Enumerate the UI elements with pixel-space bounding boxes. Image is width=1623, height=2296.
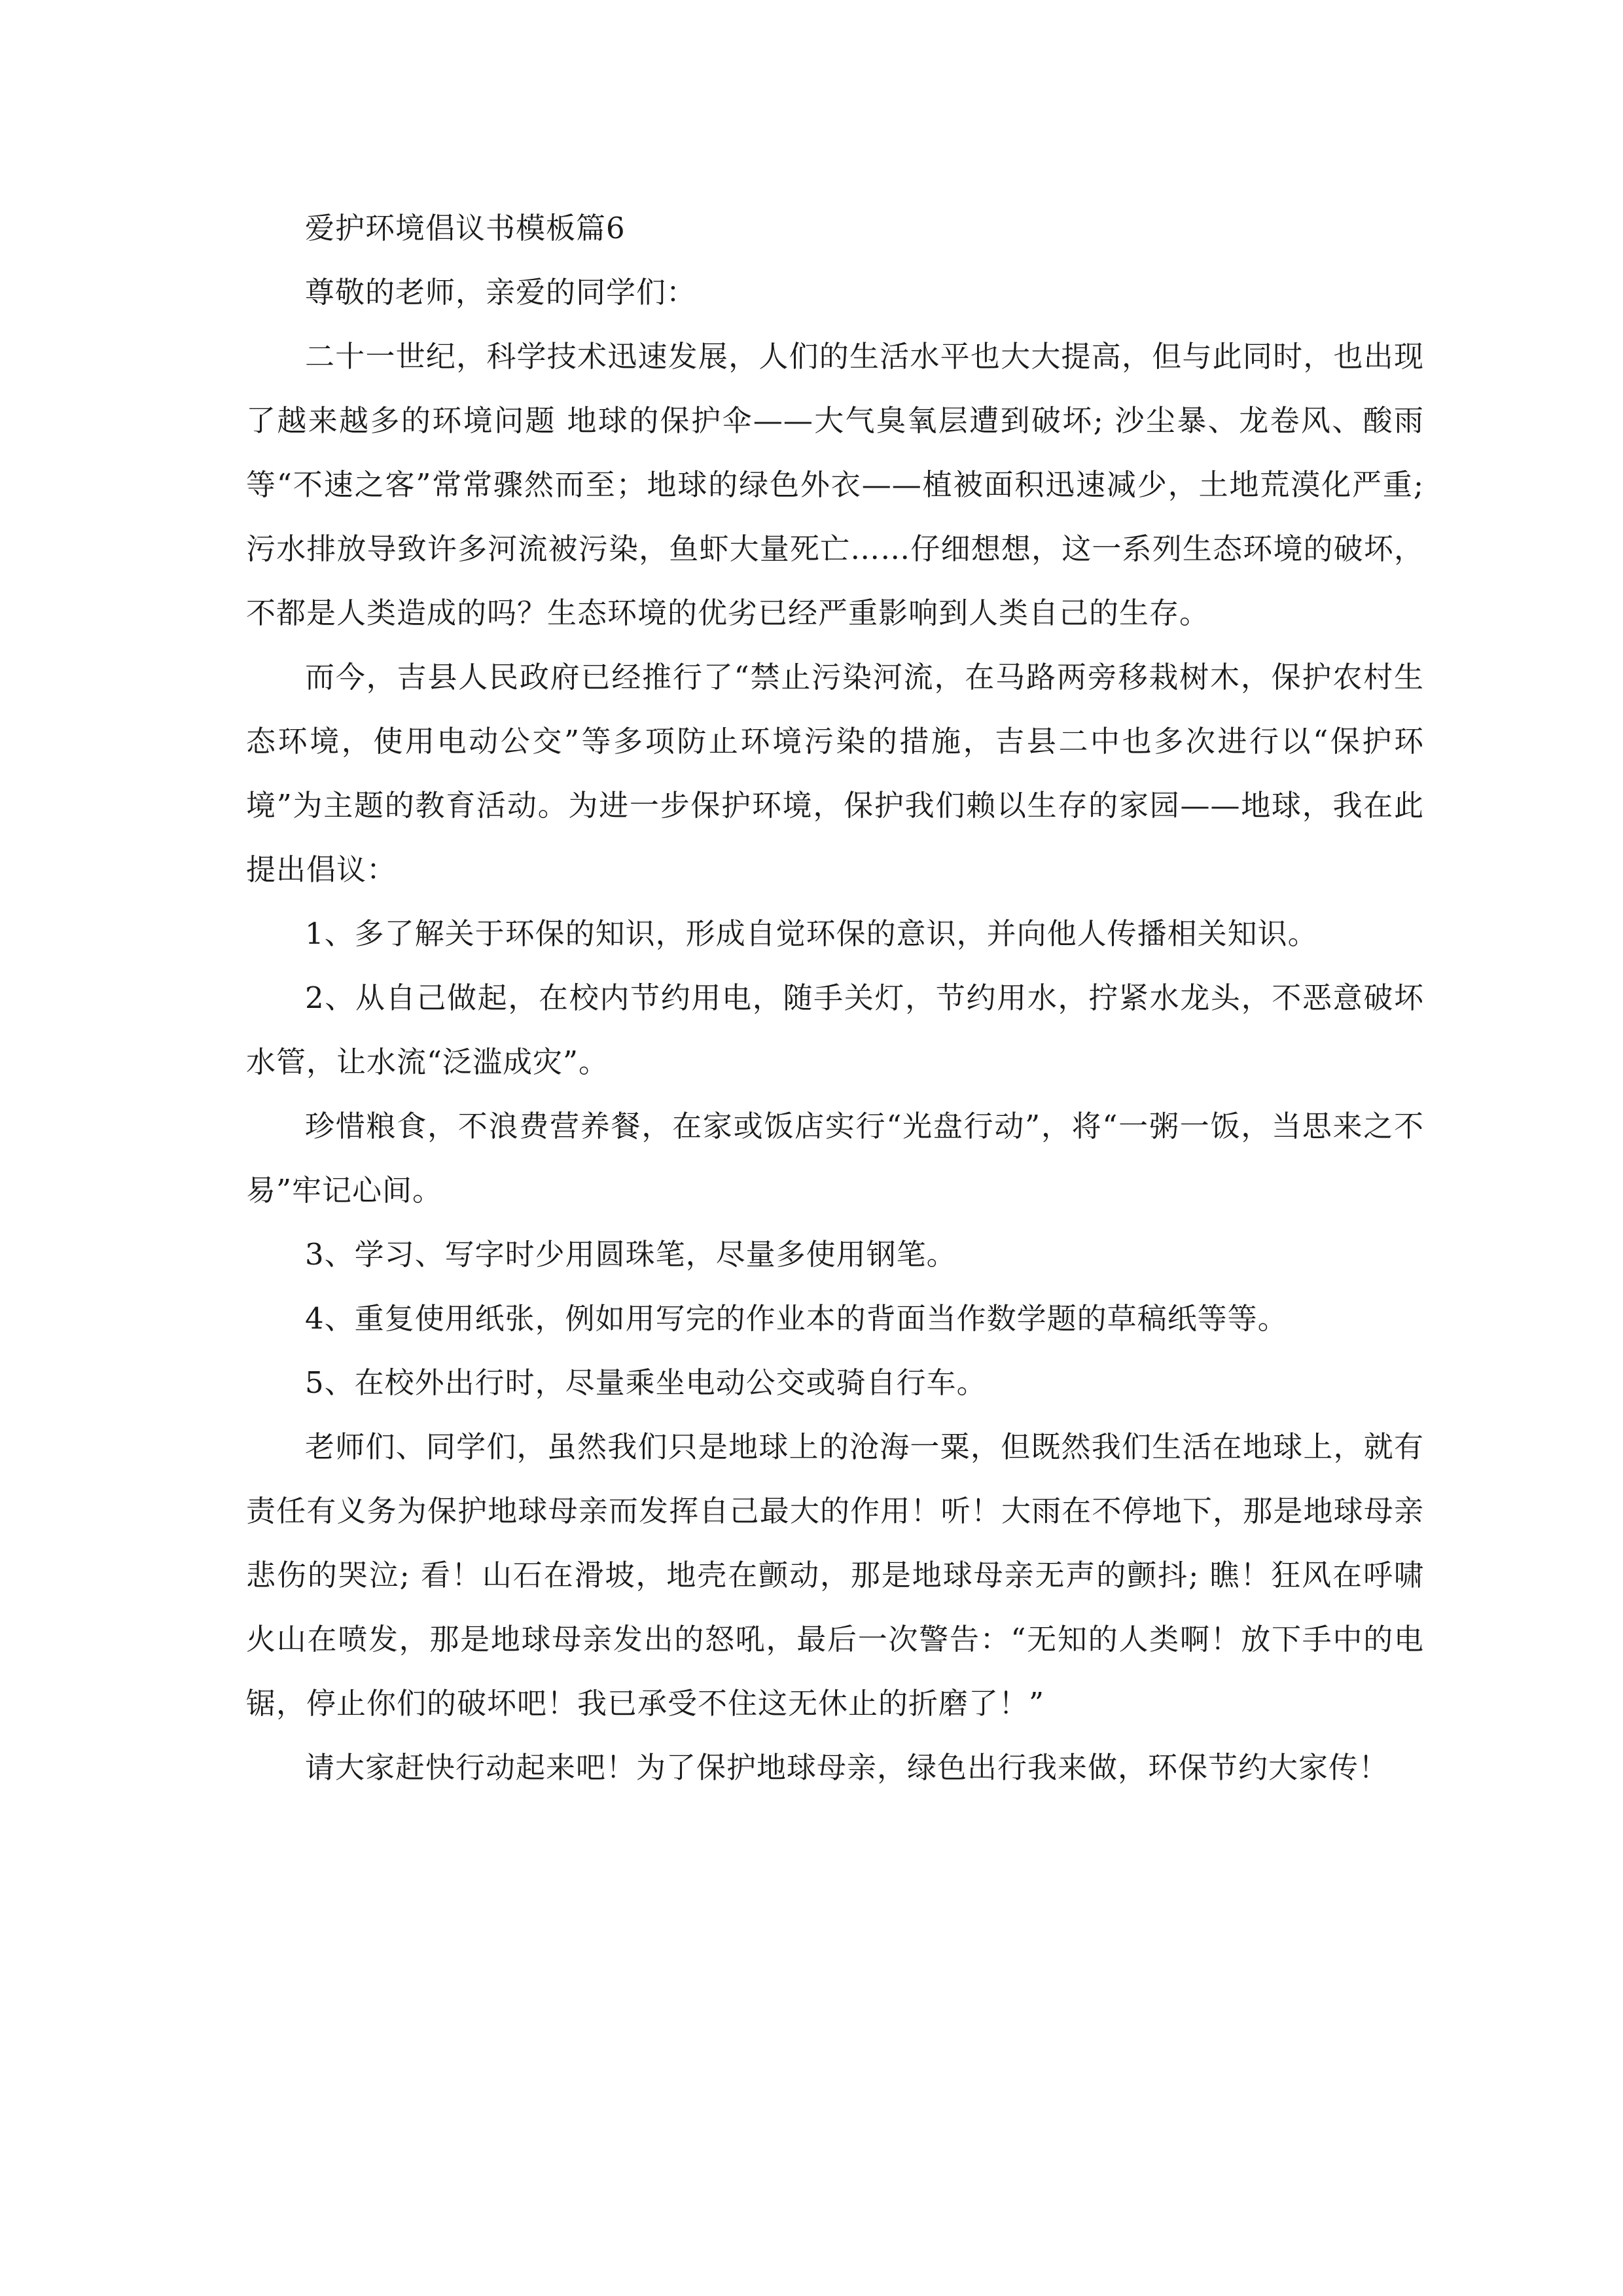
proposal-food: 珍惜粮食，不浪费营养餐，在家或饭店实行“光盘行动”，将“一粥一饭，当思来之不易”牢记心间。 [246,1109,1424,1208]
paragraph-closing: 请大家赶快行动起来吧！为了保护地球母亲，绿色出行我来做，环保节约大家传！ [305,1750,1389,1785]
proposal-item-5: 5、在校外出行时，尽量乘坐电动公交或骑自行车。 [305,1365,987,1400]
proposal-item-2: 2、从自己做起，在校内节约用电，随手关灯，节约用水，拧紧水龙头，不恶意破坏水管，让水流“泛滥成灾”。 [246,980,1424,1079]
proposal-item-1: 1、多了解关于环保的知识，形成自觉环保的意识，并向他人传播相关知识。 [305,916,1318,951]
document-title: 爱护环境倡议书模板篇6 [305,211,626,245]
document-page [246,196,1424,1800]
proposal-item-4: 4、重复使用纸张，例如用写完的作业本的背面当作数学题的草稿纸等等。 [305,1301,1288,1336]
paragraph-appeal: 老师们、同学们，虽然我们只是地球上的沧海一粟，但既然我们生活在地球上，就有责任有义务为保护地球母亲而发挥自己最大的作用！听！大雨在不停地下，那是地球母亲悲伤的哭泣; 看！山石在滑坡，地壳在颤动，那是地球母亲无声的颤抖; 瞧！狂风在呼啸火山在喷发，那是地球母亲发出的怒吼，最后一次警告：“无知的人类啊！放下手中的电锯，停止你们的破坏吧！我已承受不住这无休止的折磨了！” [246,1429,1424,1721]
proposal-item-3: 3、学习、写字时少用圆珠笔，尽量多使用钢笔。 [305,1237,957,1272]
salutation: 尊敬的老师，亲爱的同学们： [305,275,697,310]
paragraph-government-measures: 而今，吉县人民政府已经推行了“禁止污染河流，在马路两旁移栽树木，保护农村生态环境，使用电动公交”等多项防止环境污染的措施，吉县二中也多次进行以“保护环境”为主题的教育活动。为进一步保护环境，保护我们赖以生存的家园——地球，我在此提出倡议： [246,660,1424,887]
paragraph-intro: 二十一世纪，科学技术迅速发展，人们的生活水平也大大提高，但与此同时，也出现了越来越多的环境问题 地球的保护伞——大气臭氧层遭到破坏; 沙尘暴、龙卷风、酸雨等“不速之客”常常骤然而至；地球的绿色外衣——植被面积迅速减少，土地荒漠化严重; 污水排放导致许多河流被污染，鱼虾大量死亡……仔细想想，这一系列生态环境的破坏，不都是人类造成的吗？生态环境的优劣已经严重影响到人类自己的生存。 [246,339,1424,630]
